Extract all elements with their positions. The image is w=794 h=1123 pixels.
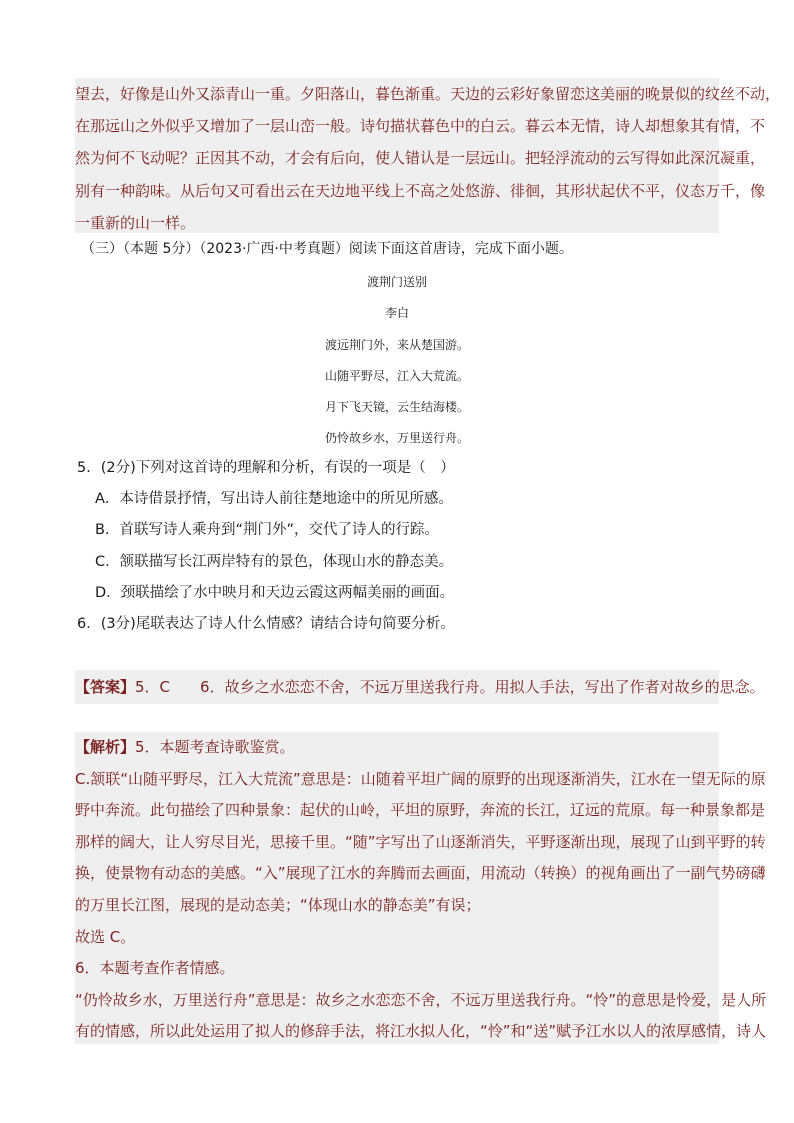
analysis-line: 有的情感，所以此处运用了拟人的修辞手法，将江水拟人化，“怜”和“送”赋予江水以人的浓厚感情，诗人 — [75, 1022, 767, 1041]
passage-line: 一重新的山一样。 — [75, 213, 196, 232]
option-b: B．首联写诗人乘舟到“荆门外”，交代了诗人的行踪。 — [95, 522, 439, 538]
question-5-stem: 5．(2分)下列对这首诗的理解和分析，有误的一项是（ ） — [77, 460, 455, 476]
poem-line: 月下飞天镜，云生结海楼。 — [324, 400, 469, 414]
option-c: C．颔联描写长江两岸特有的景色，体现山水的静态美。 — [95, 554, 454, 570]
passage-line: 在那远山之外似乎又增加了一层山峦一般。诗句描状暮色中的白云。暮云本无情，诗人却想象其有情，不 — [75, 117, 766, 136]
poem-author: 李白 — [384, 306, 409, 320]
analysis-head: 5．本题考查诗歌鉴赏。 — [135, 738, 295, 756]
analysis-line: C.颔联“山随平野尽，江入大荒流”意思是：山随着平坦广阔的原野的出现逐渐消失，江水在一望无际的原 — [75, 769, 766, 788]
option-d: D．颈联描绘了水中映月和天边云霞这两幅美丽的画面。 — [95, 585, 455, 601]
passage-line: 望去，好像是山外又添青山一重。夕阳落山，暮色渐重。天边的云彩好象留恋这美丽的晚景似的纹丝不动， — [75, 85, 781, 103]
poem-line: 山随平野尽，江入大荒流。 — [324, 369, 469, 383]
analysis-q6-head: 6．本题考查作者情感。 — [75, 959, 235, 978]
passage-line: 然为何不飞动呢？正因其不动，才会有后向，使人错认是一层远山。把轻浮流动的云写得如此深沉凝重， — [75, 149, 766, 168]
analysis-choose: 故选 C。 — [75, 927, 136, 946]
passage-analysis-block — [75, 78, 781, 233]
answer-block — [75, 670, 765, 704]
answer-tag: 【答案】 — [75, 678, 136, 696]
analysis-tag: 【解析】 — [75, 738, 136, 756]
analysis-line: 的万里长江图，展现的是动态美；“体现山水的静态美”有误； — [75, 895, 481, 914]
option-a: A．本诗借景抒情，写出诗人前往楚地途中的所见所感。 — [95, 491, 453, 507]
analysis-line: 那样的阔大，让人穷尽目光，思接千里。“随”字写出了山逐渐消失，平野逐渐出现，展现了山到平野的转 — [75, 832, 766, 851]
passage-line: 别有一种韵味。从后句又可看出云在天边地平线上不高之处悠游、徘徊，其形状起伏不平，仪态万千，像 — [75, 181, 766, 200]
answer-text: 5．C 6．故乡之水恋恋不舍，不远万里送我行舟。用拟人手法，写出了作者对故乡的思念。 — [135, 678, 765, 696]
analysis-line: 野中奔流。此句描绘了四种景象：起伏的山岭，平坦的原野，奔流的长江，辽远的荒原。每一种景象都是 — [75, 801, 766, 820]
poem-line: 渡远荆门外，来从楚国游。 — [324, 338, 469, 352]
question-intro: （三）（本题 5分）（2023·广西·中考真题）阅读下面这首唐诗，完成下面小题。 — [81, 241, 573, 257]
poem-line: 仍怜故乡水，万里送行舟。 — [324, 431, 469, 445]
analysis-line: “仍怜故乡水，万里送行舟”意思是：故乡之水恋恋不舍，不远万里送我行舟。“怜”的意思是怜爱，是人所 — [75, 990, 767, 1009]
analysis-line: 换，使景物有动态的美感。“入”展现了江水的奔腾而去画面，用流动（转换）的视角画出了一副气势磅礴 — [75, 864, 766, 883]
poem-title: 渡荆门送别 — [366, 275, 427, 289]
question-6-stem: 6．(3分)尾联表达了诗人什么情感？请结合诗句简要分析。 — [77, 616, 455, 632]
analysis-block — [75, 732, 767, 1044]
